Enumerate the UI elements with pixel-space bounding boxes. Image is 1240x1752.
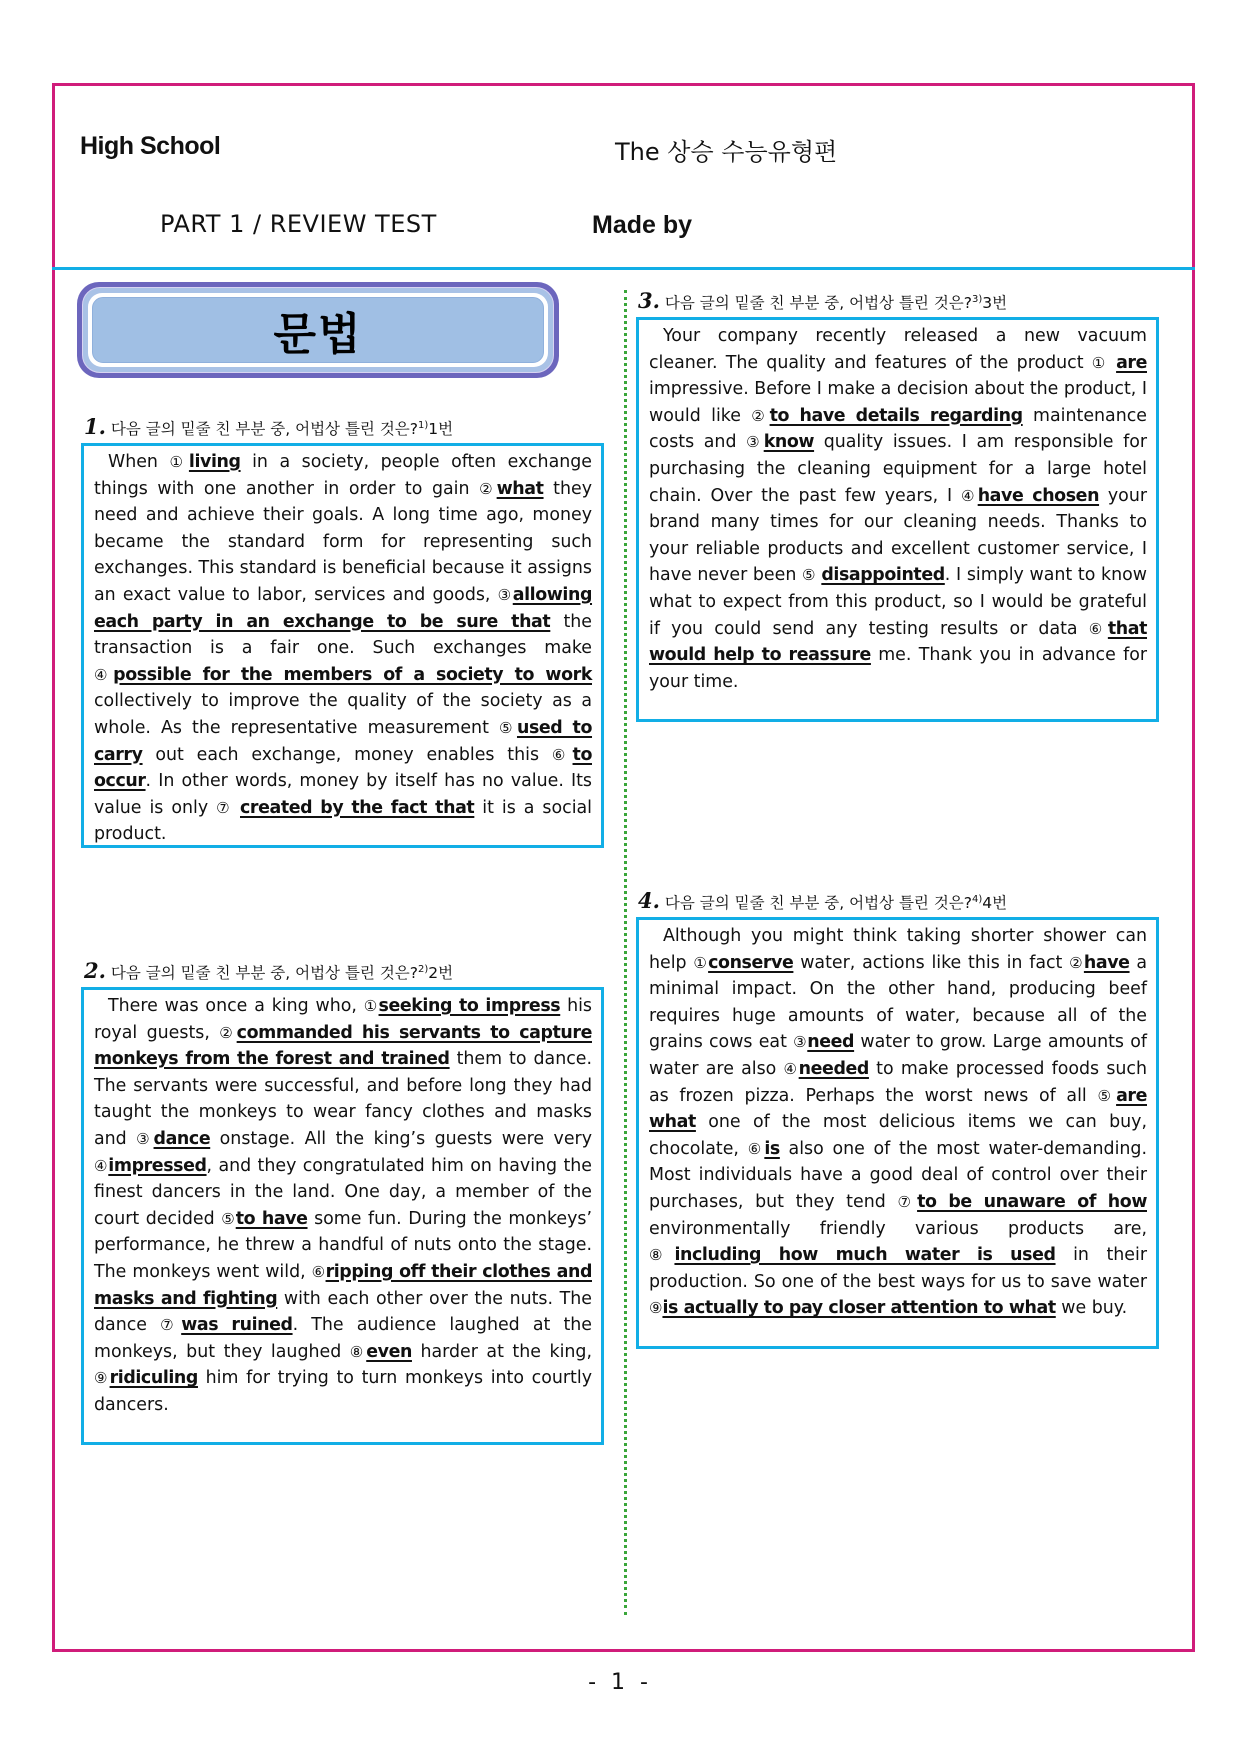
passage-fragment: impressive. Before I make a decision about the product, I would like [649,379,1147,426]
choice-number: ⑦ [216,798,233,817]
passage-fragment: environmentally friendly various products are, [649,1218,1147,1239]
question-number: 2. [84,958,106,983]
choice-number: ④ [960,486,978,505]
underlined-choice: to have details regarding [769,405,1023,426]
underlined-choice: ridiculing [109,1368,198,1389]
header-divider [52,267,1195,270]
choice-number: ⑤ [1097,1086,1117,1105]
choice-number: ④ [94,665,114,684]
section-title: 문법 [273,309,363,360]
passage-fragment: onstage. All the king’s guests were very [210,1128,592,1149]
passage-fragment: out each exchange, money enables this [142,744,552,765]
passage-fragment: in their production. So one of the best ways for us to save water [649,1245,1147,1292]
passage-fragment: collectively to improve the quality of the society as a whole. As the representative measurement [94,691,592,738]
choice-number: ① [169,453,189,471]
school-label: High School [80,132,221,160]
choice-number: ④ [783,1059,799,1078]
underlined-choice: even [366,1341,412,1362]
passage-fragment: it is a social product. [94,797,593,845]
passage-fragment: There was once a king who, [108,996,364,1016]
footnote-ref: 2) [418,963,429,975]
question-1-title [84,414,453,439]
book-title: The 상승 수능유형편 [615,138,838,166]
passage-fragment: your brand many times for our cleaning needs. Thanks to your reliable products and excellent customer service, I have never been [649,485,1147,586]
footnote-ref: 1) [418,419,429,431]
choice-number: ① [693,953,709,972]
choice-number: ③ [497,585,513,604]
part-label: PART 1 / REVIEW TEST [160,210,437,238]
made-by-label: Made by [592,211,693,239]
passage-text [94,449,592,848]
question-4-title [638,888,1007,913]
section-banner [77,282,559,378]
choice-number: ⑥ [311,1262,326,1281]
passage-fragment: , and they congratulated him on having the finest dancers in the land. One day, a member of the court decided [94,1155,593,1229]
underlined-choice: living [188,452,241,472]
underlined-choice: seeking to impress [378,996,561,1016]
choice-number: ⑨ [94,1369,110,1388]
passage-fragment: water to grow. Large amounts of water are also [649,1032,1147,1079]
choice-number: ⑧ [649,1246,675,1265]
passage-fragment: a minimal impact. On the other hand, producing beef requires huge amounts of water, because all of the grains cows eat [649,952,1147,1053]
choice-number: ④ [94,1156,109,1175]
passage-fragment: some fun. During the monkeys’ performance, he threw a handful of nuts onto the stage. The monkeys went wild, [94,1208,592,1282]
passage-fragment: maintenance costs and [649,405,1147,453]
question-prompt: 다음 글의 밑줄 친 부분 중, 어법상 틀린 것은? [110,420,418,438]
choice-number: ② [219,1023,237,1042]
underlined-choice: are what [649,1085,1147,1133]
passage-fragment: with each other over the nuts. The dance [94,1288,592,1336]
passage-fragment: . In other words, money by itself has no value. Its value is only [94,771,592,818]
passage-fragment [1108,353,1116,373]
passage-fragment: to make processed foods such as frozen pizza. Perhaps the worst news of all [649,1058,1147,1106]
footnote-ref: 3) [972,293,983,305]
question-tag: 3번 [982,294,1008,312]
choice-number: ⑦ [160,1316,182,1335]
underlined-choice: are [1116,352,1147,373]
underlined-choice: to have [235,1208,308,1229]
choice-number: ⑤ [498,718,517,737]
passage-fragment: in a society, people often exchange things with one another in order to gain [94,452,593,499]
underlined-choice: was ruined [181,1315,293,1336]
passage-fragment: . The audience laughed at the monkeys, but they laughed [94,1315,592,1362]
passage-fragment: water, actions like this in fact [793,952,1070,973]
underlined-choice: disappointed [821,565,945,586]
underlined-choice: including how much water is used [674,1245,1056,1266]
passage-fragment [232,798,240,818]
question-number: 3. [638,288,660,313]
choice-number: ⑤ [221,1209,236,1228]
question-prompt: 다음 글의 밑줄 친 부분 중, 어법상 틀린 것은? [110,964,418,982]
passage-text [649,923,1147,1322]
underlined-choice: need [807,1032,855,1053]
underlined-choice: to be unaware of how [917,1191,1147,1212]
question-number: 4. [638,888,660,913]
question-3-title [638,288,1007,313]
choice-number: ③ [793,1033,808,1052]
question-prompt: 다음 글의 밑줄 친 부분 중, 어법상 틀린 것은? [664,294,972,312]
choice-number: ⑧ [349,1342,367,1361]
choice-number: ⑥ [747,1139,765,1158]
choice-number: ① [1091,353,1108,372]
question-2-title [84,958,453,983]
underlined-choice: allowing each party in an exchange to be sure that [94,584,593,632]
choice-number: ⑨ [649,1299,663,1318]
passage-text [94,993,592,1419]
passage-fragment: quality issues. I am responsible for purchasing the cleaning equipment for a large hotel chain. Over the past few years, I [649,432,1147,506]
column-divider [624,290,627,1615]
question-tag: 4번 [982,894,1008,912]
passage-fragment: harder at the king, [411,1341,592,1362]
question-4-passage [636,917,1159,1349]
choice-number: ② [479,479,497,498]
passage-fragment: them to dance. The servants were successful, and before long they had taught the monkeys to wear fancy clothes and masks and [94,1049,593,1149]
choice-number: ② [1069,953,1084,972]
footnote-ref: 4) [972,893,983,905]
passage-fragment: Although you might think taking shorter shower can help [649,926,1147,973]
underlined-choice: what [496,478,544,499]
question-2-passage [81,987,604,1445]
underlined-choice: have chosen [977,485,1100,506]
underlined-choice: needed [798,1058,869,1079]
choice-number: ⑦ [897,1192,918,1211]
passage-fragment: me. Thank you in advance for your time. [649,645,1147,692]
choice-number: ⑤ [802,566,816,585]
choice-number: ⑥ [551,745,573,764]
underlined-choice: is [764,1138,780,1159]
passage-fragment: his royal guests, [94,996,592,1043]
page-number: - 1 - [588,1670,652,1695]
underlined-choice: used to carry [94,717,593,765]
passage-text [649,323,1147,695]
underlined-choice: ripping off their clothes and masks and fighting [94,1261,592,1309]
question-3-passage [636,317,1159,722]
passage-fragment: they need and achieve their goals. A long time ago, money became the standard form for representing such exchanges. This standard is beneficial because it assigns an exact value to labor, services and goods, [94,478,592,605]
question-tag: 2번 [428,964,454,982]
question-prompt: 다음 글의 밑줄 친 부분 중, 어법상 틀린 것은? [664,894,972,912]
underlined-choice: created by the fact that [240,797,475,818]
question-tag: 1번 [428,420,454,438]
underlined-choice: commanded his servants to capture monkeys from the forest and trained [94,1022,592,1070]
underlined-choice: that would help to reassure [649,618,1148,666]
passage-fragment: When [108,452,170,472]
passage-fragment: Your company recently released a new vacuum cleaner. The quality and features of the product [649,326,1147,373]
question-1-passage [81,443,604,848]
question-number: 1. [84,414,106,439]
underlined-choice: impressed [108,1155,207,1176]
underlined-choice: is actually to pay closer attention to what [662,1298,1056,1319]
underlined-choice: possible for the members of a society to work [113,664,592,685]
passage-fragment: we buy. [1055,1298,1128,1319]
passage-fragment: one of the most delicious items we can buy, chocolate, [649,1112,1147,1159]
underlined-choice: to occur [94,744,592,792]
passage-fragment: also one of the most water-demanding. Most individuals have a good deal of control over their purchases, but they tend [649,1138,1147,1212]
passage-fragment: the transaction is a fair one. Such exchanges make [94,611,592,659]
underlined-choice: know [763,432,815,453]
underlined-choice: conserve [708,952,794,973]
passage-fragment: . I simply want to know what to expect from this product, so I would be grateful if you could send any testing results or data [649,565,1147,639]
underlined-choice: dance [153,1128,211,1149]
choice-number: ② [751,406,770,425]
choice-number: ③ [746,433,764,452]
choice-number: ③ [136,1129,154,1148]
choice-number: ⑥ [1088,619,1108,638]
passage-fragment: him for trying to turn monkeys into courtly dancers. [94,1368,592,1415]
choice-number: ① [363,997,379,1015]
underlined-choice: have [1083,952,1130,973]
